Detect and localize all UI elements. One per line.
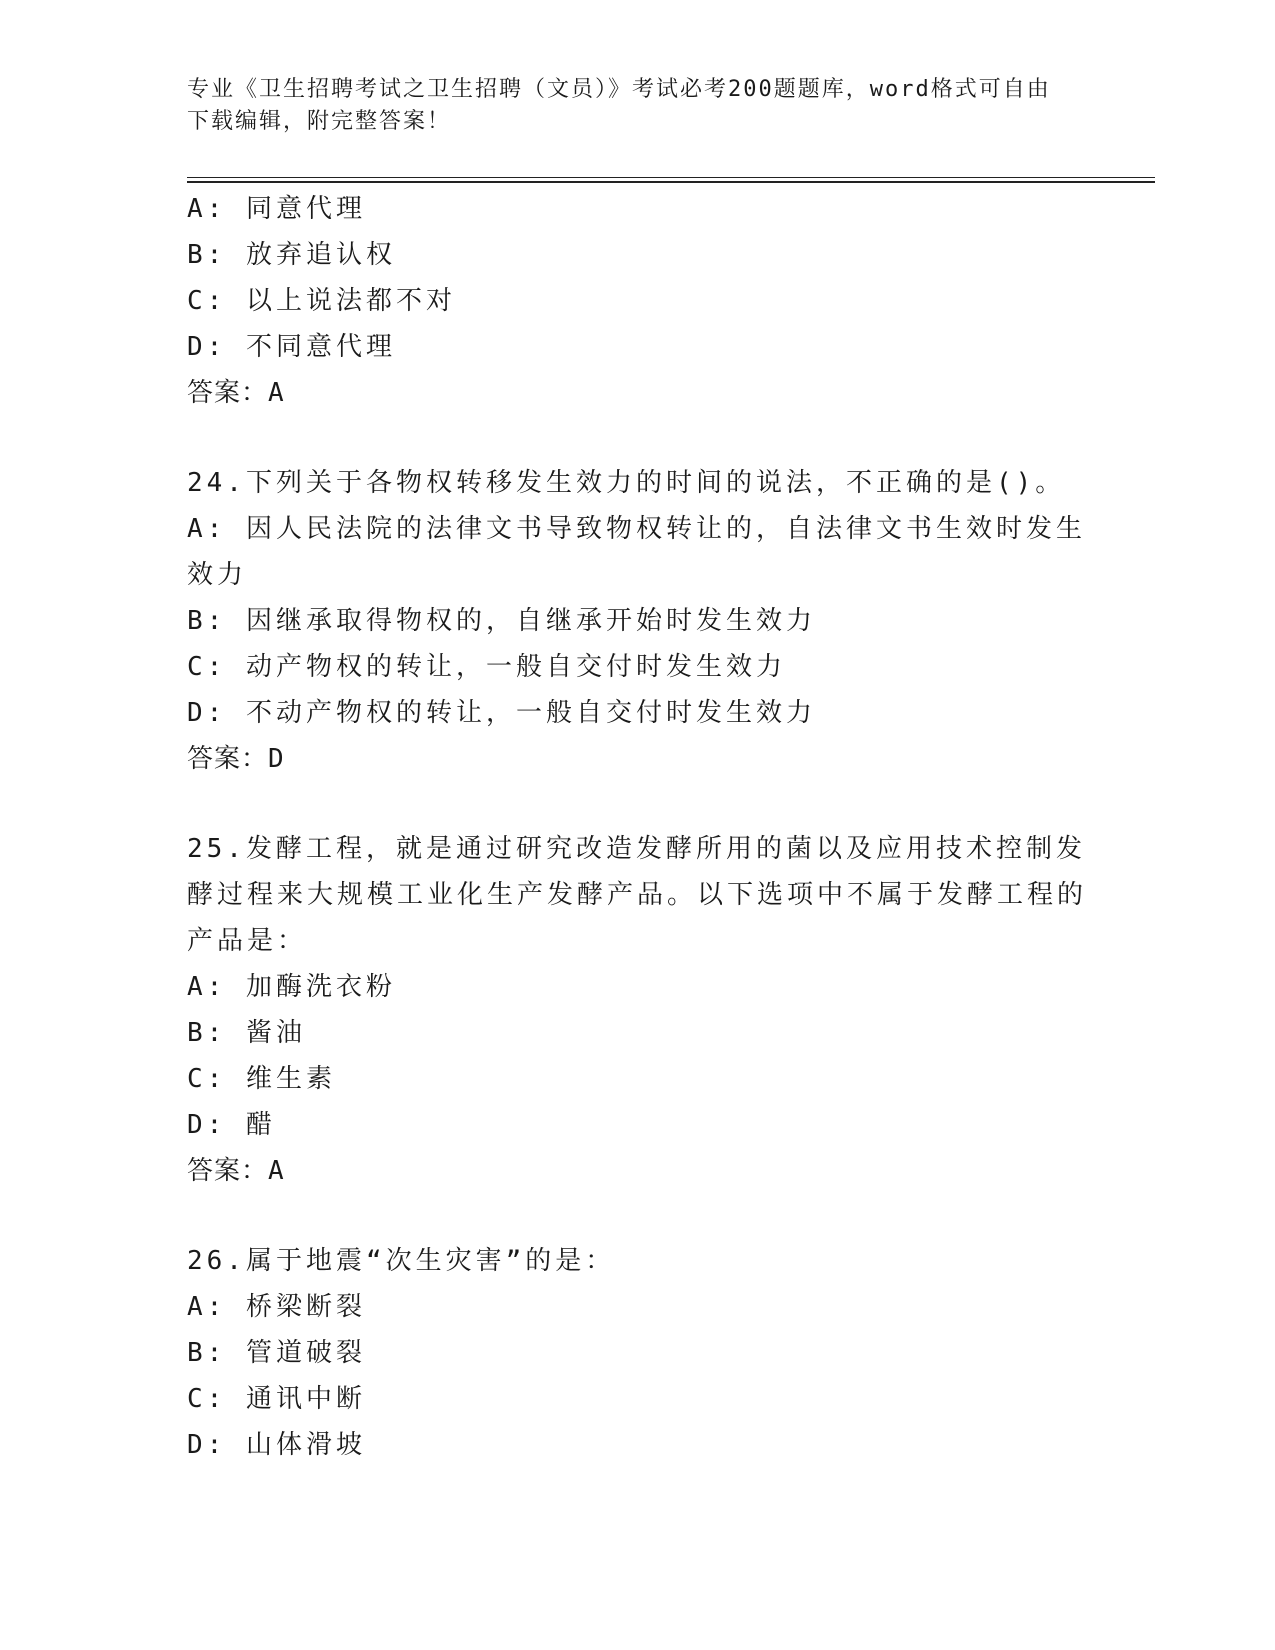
question-stem: 25.发酵工程，就是通过研究改造发酵所用的菌以及应用技术控制发酵过程来大规模工业化生产发酵产品。以下选项中不属于发酵工程的产品是： xyxy=(187,834,1088,956)
answer: 答案：A xyxy=(187,378,285,408)
option-c: C: 动产物权的转让，一般自交付时发生效力 xyxy=(187,652,786,682)
question-stem: 24.下列关于各物权转移发生效力的时间的说法，不正确的是()。 xyxy=(187,468,1066,498)
question-list xyxy=(187,186,1087,1468)
question-26 xyxy=(187,1238,1087,1468)
answer: 答案：A xyxy=(187,1156,285,1186)
answer: 答案：D xyxy=(187,744,285,774)
option-b: B: 放弃追认权 xyxy=(187,240,396,270)
header-divider-thin xyxy=(187,177,1155,178)
header-divider-thick xyxy=(187,181,1155,183)
option-c: C: 以上说法都不对 xyxy=(187,286,456,316)
option-b: B: 酱油 xyxy=(187,1018,306,1048)
question-24 xyxy=(187,460,1087,782)
question-23-tail xyxy=(187,186,1087,416)
option-d: D: 不动产物权的转让，一般自交付时发生效力 xyxy=(187,698,816,728)
option-a: A: 因人民法院的法律文书导致物权转让的，自法律文书生效时发生效力 xyxy=(187,514,1086,590)
option-d: D: 山体滑坡 xyxy=(187,1430,366,1460)
option-b: B: 管道破裂 xyxy=(187,1338,366,1368)
document-header: 专业《卫生招聘考试之卫生招聘（文员）》考试必考200题题库，word格式可自由下载编辑，附完整答案！ xyxy=(187,77,1051,134)
option-b: B: 因继承取得物权的，自继承开始时发生效力 xyxy=(187,606,816,636)
option-d: D: 醋 xyxy=(187,1110,276,1140)
option-d: D: 不同意代理 xyxy=(187,332,396,362)
option-c: C: 维生素 xyxy=(187,1064,336,1094)
option-a: A: 桥梁断裂 xyxy=(187,1292,366,1322)
option-a: A: 同意代理 xyxy=(187,194,366,224)
question-stem: 26.属于地震“次生灾害”的是： xyxy=(187,1246,616,1276)
option-c: C: 通讯中断 xyxy=(187,1384,366,1414)
question-25 xyxy=(187,826,1087,1194)
option-a: A: 加酶洗衣粉 xyxy=(187,972,396,1002)
